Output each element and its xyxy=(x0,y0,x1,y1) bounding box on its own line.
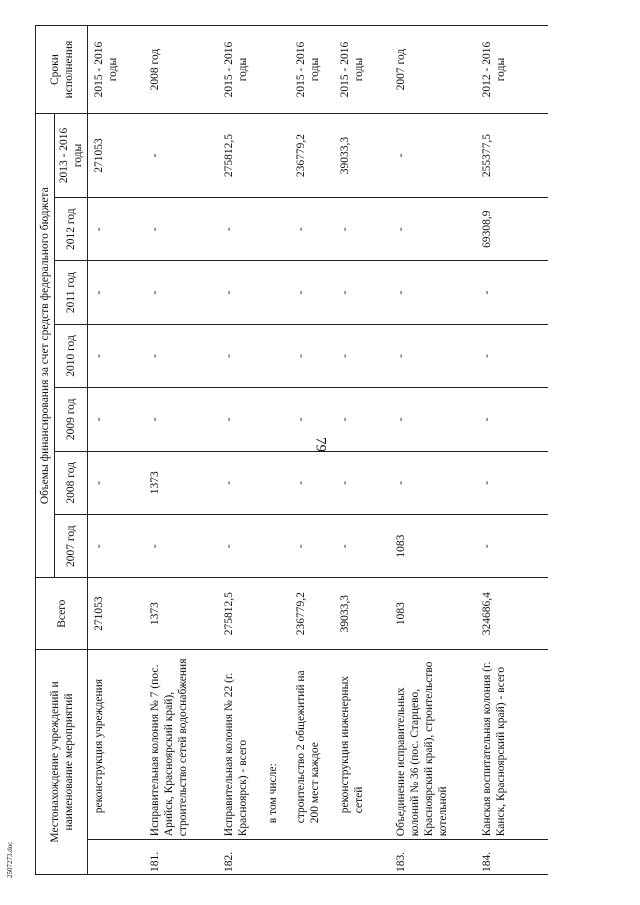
table-row xyxy=(88,26,146,875)
row-number xyxy=(336,840,392,875)
cell-2011: - xyxy=(392,261,478,324)
header-total: Всего xyxy=(36,578,88,650)
table-row xyxy=(336,26,392,875)
cell-2007: - xyxy=(146,514,220,577)
row-name: реконструкция инженерных сетей xyxy=(336,649,392,839)
cell-period: 2007 год xyxy=(392,26,478,114)
row-total: 236779,2 xyxy=(292,578,336,650)
header-period: Сроки исполнения xyxy=(36,26,88,114)
header-2011: 2011 год xyxy=(55,261,88,324)
cell-2009: - xyxy=(146,388,220,451)
header-2013-2016: 2013 - 2016 годы xyxy=(55,114,88,198)
cell-2011: - xyxy=(336,261,392,324)
cell-2011: - xyxy=(146,261,220,324)
cell-period: 2015 - 2016 годы xyxy=(292,26,336,114)
row-name: Исправительная колония № 22 (г. Красноярск) - всего xyxy=(220,649,264,839)
row-number xyxy=(264,840,292,875)
cell-2013-2016: 39033,3 xyxy=(336,114,392,198)
cell-2009 xyxy=(264,388,292,451)
row-total: 324686,4 xyxy=(478,578,548,650)
cell-2010: - xyxy=(88,324,146,387)
cell-2012 xyxy=(264,197,292,260)
row-number: 182. xyxy=(220,840,264,875)
cell-2012: - xyxy=(146,197,220,260)
row-total: 275812,5 xyxy=(220,578,264,650)
row-number: 184. xyxy=(478,840,548,875)
cell-2008: - xyxy=(392,451,478,514)
cell-2013-2016: 271053 xyxy=(88,114,146,198)
row-name: Объединение исправительных колоний № 36 (пос. Старцево, Красноярский край), строительство котельной xyxy=(392,649,478,839)
cell-2009: - xyxy=(336,388,392,451)
cell-2011: - xyxy=(478,261,548,324)
cell-2009: - xyxy=(220,388,264,451)
table-row xyxy=(292,26,336,875)
cell-2012: - xyxy=(292,197,336,260)
cell-2013-2016: - xyxy=(392,114,478,198)
row-total: 1083 xyxy=(392,578,478,650)
cell-2013-2016: 255377,5 xyxy=(478,114,548,198)
cell-2013-2016: 275812,5 xyxy=(220,114,264,198)
cell-2010: - xyxy=(146,324,220,387)
row-number: 183. xyxy=(392,840,478,875)
cell-2007 xyxy=(264,514,292,577)
cell-2013-2016: - xyxy=(146,114,220,198)
cell-2009: - xyxy=(292,388,336,451)
cell-2011: - xyxy=(292,261,336,324)
cell-2008: - xyxy=(88,451,146,514)
row-number: 181. xyxy=(146,840,220,875)
cell-2013-2016 xyxy=(264,114,292,198)
cell-period xyxy=(264,26,292,114)
cell-2012: 69308,9 xyxy=(478,197,548,260)
cell-2011: - xyxy=(220,261,264,324)
row-number xyxy=(292,840,336,875)
cell-period: 2015 - 2016 годы xyxy=(88,26,146,114)
cell-2008: - xyxy=(220,451,264,514)
cell-2007: - xyxy=(88,514,146,577)
table-row xyxy=(146,26,220,875)
table-row xyxy=(264,26,292,875)
row-name: реконструкция учреждения xyxy=(88,649,146,839)
header-2008: 2008 год xyxy=(55,451,88,514)
row-number xyxy=(88,840,146,875)
cell-2010 xyxy=(264,324,292,387)
cell-2009: - xyxy=(88,388,146,451)
cell-2007: 1083 xyxy=(392,514,478,577)
cell-2008 xyxy=(264,451,292,514)
cell-2009: - xyxy=(478,388,548,451)
cell-2007: - xyxy=(292,514,336,577)
page-number: 79 xyxy=(312,437,329,452)
financing-table xyxy=(35,25,548,875)
cell-period: 2012 - 2016 годы xyxy=(478,26,548,114)
cell-2008: 1373 xyxy=(146,451,220,514)
cell-2011 xyxy=(264,261,292,324)
cell-2013-2016: 236779,2 xyxy=(292,114,336,198)
header-row-top xyxy=(36,26,55,875)
row-total xyxy=(264,578,292,650)
row-name: в том числе: xyxy=(264,649,292,839)
cell-2010: - xyxy=(292,324,336,387)
cell-2012: - xyxy=(392,197,478,260)
header-2010: 2010 год xyxy=(55,324,88,387)
cell-period: 2015 - 2016 годы xyxy=(336,26,392,114)
cell-2010: - xyxy=(478,324,548,387)
cell-2010: - xyxy=(220,324,264,387)
cell-2007: - xyxy=(220,514,264,577)
cell-2012: - xyxy=(336,197,392,260)
cell-2011: - xyxy=(88,261,146,324)
table-row xyxy=(478,26,548,875)
cell-2010: - xyxy=(392,324,478,387)
row-name: строительство 2 общежитий на 200 мест каждое xyxy=(292,649,336,839)
footer-filename: 2507273.doc xyxy=(6,841,14,878)
cell-2012: - xyxy=(220,197,264,260)
cell-period: 2008 год xyxy=(146,26,220,114)
header-2009: 2009 год xyxy=(55,388,88,451)
header-name: Местонахождение учреждений и наименование мероприятий xyxy=(36,649,88,874)
cell-2012: - xyxy=(88,197,146,260)
row-name: Исправительная колония № 7 (пос. Арийск, Красноярский край), строительство сетей водоснабжения xyxy=(146,649,220,839)
cell-2007: - xyxy=(478,514,548,577)
row-name: Канская воспитательная колония (г. Канск, Красноярский край) - всего xyxy=(478,649,548,839)
row-total: 271053 xyxy=(88,578,146,650)
row-total: 39033,3 xyxy=(336,578,392,650)
table-row xyxy=(220,26,264,875)
cell-2008: - xyxy=(336,451,392,514)
header-2007: 2007 год xyxy=(55,514,88,577)
table-row xyxy=(392,26,478,875)
rotated-table-container xyxy=(35,25,535,875)
cell-2009: - xyxy=(392,388,478,451)
cell-2008: - xyxy=(292,451,336,514)
cell-2007: - xyxy=(336,514,392,577)
cell-2010: - xyxy=(336,324,392,387)
row-total: 1373 xyxy=(146,578,220,650)
cell-2008: - xyxy=(478,451,548,514)
cell-period: 2015 - 2016 годы xyxy=(220,26,264,114)
header-2012: 2012 год xyxy=(55,197,88,260)
header-federal-group: Объемы финансирования за счет средств федерального бюджета xyxy=(36,114,55,578)
